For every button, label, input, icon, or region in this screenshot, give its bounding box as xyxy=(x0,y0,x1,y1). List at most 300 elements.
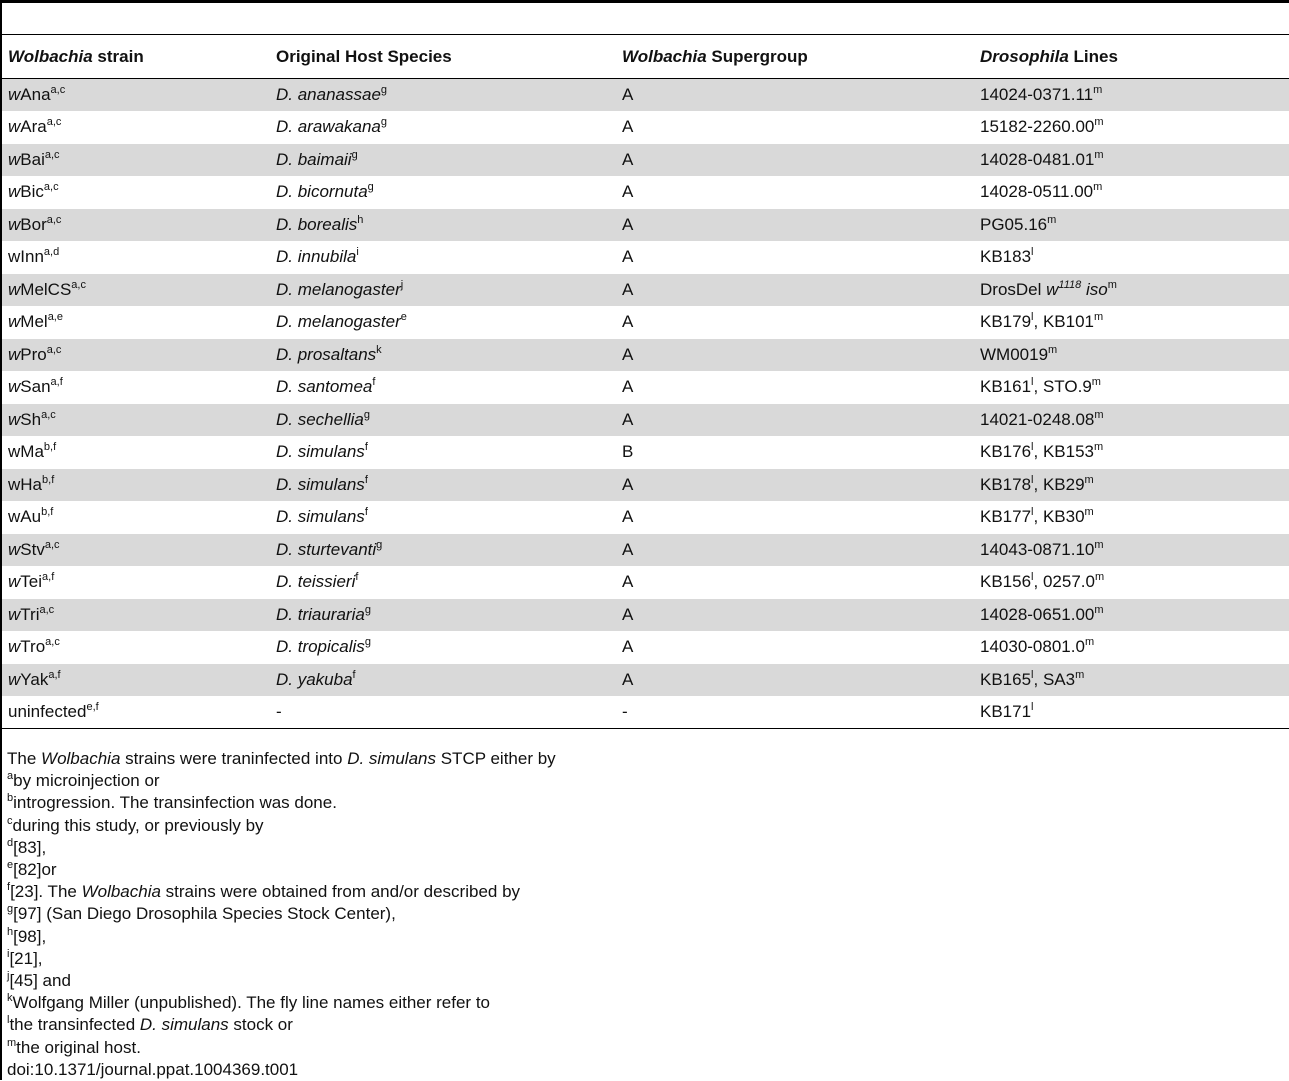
cell-supergroup: A xyxy=(616,599,974,632)
footnote-line xyxy=(7,859,556,881)
cell-host xyxy=(270,599,616,632)
cell-strain xyxy=(2,79,270,112)
footnote-line xyxy=(7,1037,556,1059)
cell-strain xyxy=(2,371,270,404)
table-row xyxy=(2,664,1289,697)
footnote-italic: Wolbachia xyxy=(41,749,121,768)
header-supergroup: Wolbachia Supergroup xyxy=(616,35,974,79)
line-footnote-ref: m xyxy=(1094,571,1105,584)
footnote-text: STCP either by xyxy=(436,749,556,768)
cell-strain xyxy=(2,534,270,567)
cell-strain xyxy=(2,631,270,664)
host-footnote-ref: g xyxy=(367,181,374,194)
cell-host xyxy=(270,534,616,567)
footnote-marker: l xyxy=(7,1014,10,1027)
cell-host xyxy=(270,664,616,697)
host-footnote-ref: g xyxy=(363,408,370,421)
strain-prefix: w xyxy=(8,214,21,234)
line-name: 15182-2260.00 xyxy=(980,117,1095,137)
host-species: D. baimaii xyxy=(276,149,352,169)
footnote-line xyxy=(7,1059,556,1081)
table-row xyxy=(2,534,1289,567)
table-row xyxy=(2,339,1289,372)
cell-strain xyxy=(2,209,270,242)
host-species: D. tropicalis xyxy=(276,637,365,657)
host-species: D. melanogaster xyxy=(276,279,401,299)
footnote-line xyxy=(7,748,556,770)
host-species: D. bicornuta xyxy=(276,182,368,202)
host-footnote-ref: g xyxy=(364,603,371,616)
strain-footnote-ref: a,c xyxy=(50,83,66,96)
table-row xyxy=(2,209,1289,242)
line-name: KB183 xyxy=(980,247,1032,267)
strain-footnote-ref: a,d xyxy=(43,246,60,259)
cell-lines: KB156$^l$, 0257.0$^m$ xyxy=(980,571,1105,592)
cell-host xyxy=(270,631,616,664)
strain-name: Sh xyxy=(20,409,42,429)
footnote-line xyxy=(7,970,556,992)
host-species: D. simulans xyxy=(276,442,365,462)
table-row xyxy=(2,274,1289,307)
strain-name: Bor xyxy=(20,214,47,234)
line-footnote-ref: m xyxy=(1084,473,1094,486)
footnote-text: [97] (San Diego Drosophila Species Stock Center), xyxy=(13,904,396,924)
line-name: 0257.0 xyxy=(1042,572,1095,592)
line-footnote-ref: m xyxy=(1048,343,1058,356)
cell-lines: KB161$^l$, STO.9$^m$ xyxy=(980,376,1101,397)
strain-prefix: w xyxy=(8,669,21,689)
line-name: 14030-0801.0 xyxy=(980,637,1085,657)
strain-prefix: w xyxy=(8,409,21,429)
host-species: D. innubila xyxy=(276,247,357,267)
strain-name: Pro xyxy=(20,344,47,364)
cell-strain xyxy=(2,176,270,209)
footnote-italic: D. simulans xyxy=(347,749,436,768)
host-species: D. ananassae xyxy=(276,84,381,104)
footnote-marker: h xyxy=(7,925,14,938)
line-name: KB179 xyxy=(980,312,1032,332)
cell-strain xyxy=(2,696,270,729)
host-footnote-ref: k xyxy=(376,343,382,356)
cell-host xyxy=(270,306,616,339)
table-row xyxy=(2,144,1289,177)
strain-footnote-ref: a,c xyxy=(46,343,62,356)
host-footnote-ref: j xyxy=(400,278,404,291)
table-row xyxy=(2,371,1289,404)
footnote-text: during this study, or previously by xyxy=(12,815,264,835)
strain-footnote-ref: a,e xyxy=(47,311,63,324)
footnote-marker: g xyxy=(7,903,14,916)
line-footnote-ref: l xyxy=(1031,701,1034,714)
strain-name: wHa xyxy=(8,474,43,494)
cell-host xyxy=(270,209,616,242)
footnote-marker: b xyxy=(7,792,14,805)
line-footnote-ref: m xyxy=(1084,506,1094,519)
footnote-text: The xyxy=(7,749,42,768)
cell-supergroup: A xyxy=(616,144,974,177)
cell-lines xyxy=(974,144,1289,177)
strain-footnote-ref: e,f xyxy=(86,701,99,714)
footnote-italic: Wolbachia xyxy=(81,882,161,902)
strain-name: uninfected xyxy=(8,702,87,722)
host-species: D. santomea xyxy=(276,377,373,397)
line-name: KB30 xyxy=(1042,507,1085,527)
footnote-line xyxy=(7,881,556,903)
line-name: KB171 xyxy=(980,702,1032,722)
table-row xyxy=(2,241,1289,274)
strain-name: wAu xyxy=(8,507,42,527)
cell-supergroup: A xyxy=(622,182,634,202)
line-footnote-ref: m xyxy=(1107,278,1117,291)
cell-lines: KB177$^l$, KB30$^m$ xyxy=(980,506,1094,527)
line-name: KB29 xyxy=(1042,474,1085,494)
host-species: D. sturtevanti xyxy=(276,539,377,559)
cell-host xyxy=(270,274,616,307)
line-iso: iso xyxy=(1081,279,1108,299)
cell-lines xyxy=(974,339,1289,372)
strain-prefix: w xyxy=(8,539,21,559)
footnote-text: the transinfected xyxy=(9,1015,140,1035)
footnote-line xyxy=(7,792,556,814)
cell-supergroup: A xyxy=(616,274,974,307)
cell-supergroup: A xyxy=(616,534,974,567)
cell-strain xyxy=(2,339,270,372)
footnote-text: stock or xyxy=(228,1015,293,1035)
cell-lines xyxy=(974,176,1289,209)
footnote-text: Wolfgang Miller (unpublished). The fly line names either refer to xyxy=(12,993,490,1013)
cell-lines xyxy=(974,274,1289,307)
cell-strain xyxy=(2,599,270,632)
table-body xyxy=(2,79,1289,729)
cell-supergroup: A xyxy=(616,404,974,437)
cell-supergroup: A xyxy=(622,572,634,592)
cell-supergroup: A xyxy=(622,507,634,527)
footnote-line xyxy=(7,992,556,1014)
footnote-text: [21], xyxy=(9,948,43,968)
top-rule xyxy=(0,0,1289,3)
footnote-marker: a xyxy=(7,770,14,783)
strain-footnote-ref: a,c xyxy=(41,408,56,421)
cell-lines xyxy=(974,696,1289,729)
line-footnote-ref: m xyxy=(1047,213,1057,226)
table-row xyxy=(2,696,1289,729)
table-row xyxy=(2,436,1289,469)
cell-host xyxy=(270,241,616,274)
line-footnote-ref: m xyxy=(1093,181,1103,194)
line-footnote-ref: m xyxy=(1094,408,1104,421)
cell-lines: KB176$^l$, KB153$^m$ xyxy=(980,441,1104,462)
strain-name: Bai xyxy=(20,149,45,169)
cell-host xyxy=(270,566,616,599)
header-lines: Drosophila Lines xyxy=(974,35,1289,79)
host-footnote-ref: f xyxy=(352,668,356,681)
strain-prefix: w xyxy=(8,84,21,104)
cell-host xyxy=(270,111,616,144)
line-allele: w xyxy=(1046,279,1059,299)
strain-footnote-ref: a,c xyxy=(71,278,86,291)
line-allele-number: 1118 xyxy=(1058,278,1082,291)
table-row xyxy=(2,469,1289,502)
line-name: STO.9 xyxy=(1042,377,1092,397)
footnote-text: the original host. xyxy=(16,1037,141,1057)
cell-strain xyxy=(2,404,270,437)
cell-strain xyxy=(2,111,270,144)
footnote-line xyxy=(7,948,556,970)
cell-host xyxy=(270,404,616,437)
host-species: D. yakuba xyxy=(276,669,353,689)
footnote-text: [83], xyxy=(13,837,47,857)
footnote-marker: i xyxy=(7,947,10,960)
strain-name: Tri xyxy=(20,604,40,624)
host-footnote-ref: f xyxy=(364,506,368,519)
line-footnote-ref: l xyxy=(1031,668,1034,681)
strain-prefix: w xyxy=(8,149,21,169)
line-name: KB153 xyxy=(1042,442,1094,462)
line-name: KB178 xyxy=(980,474,1032,494)
strain-name: Bic xyxy=(20,182,44,202)
table-row xyxy=(2,306,1289,339)
cell-strain xyxy=(2,469,270,502)
cell-supergroup: B xyxy=(622,442,634,462)
cell-supergroup: A xyxy=(622,312,634,332)
host-species: D. prosaltans xyxy=(276,344,377,364)
host-species: D. simulans xyxy=(276,474,365,494)
table-row xyxy=(2,599,1289,632)
host-species: D. melanogaster xyxy=(276,312,401,332)
strain-prefix: w xyxy=(8,117,21,137)
strain-name: MelCS xyxy=(20,279,72,299)
footnote-line xyxy=(7,903,556,925)
strain-name: San xyxy=(20,377,51,397)
strain-footnote-ref: a,c xyxy=(46,116,62,129)
line-name: 14021-0248.08 xyxy=(980,409,1095,429)
header-strain: Wolbachia strain xyxy=(2,35,270,79)
line-name: KB156 xyxy=(980,572,1032,592)
cell-lines xyxy=(974,534,1289,567)
cell-strain xyxy=(2,501,270,534)
footnote-marker: e xyxy=(7,859,14,872)
cell-lines xyxy=(974,111,1289,144)
strain-footnote-ref: a,c xyxy=(43,181,59,194)
cell-host xyxy=(270,176,616,209)
table-row xyxy=(2,111,1289,144)
line-footnote-ref: m xyxy=(1094,441,1104,454)
line-footnote-ref: m xyxy=(1075,668,1085,681)
cell-host xyxy=(270,469,616,502)
strain-name: Ara xyxy=(20,117,47,137)
host-footnote-ref: g xyxy=(364,636,371,649)
footnote-text: strains were obtained from and/or described by xyxy=(160,882,521,902)
table-footnotes xyxy=(7,748,556,1081)
cell-strain xyxy=(2,241,270,274)
strain-prefix: w xyxy=(8,572,21,592)
host-footnote-ref: i xyxy=(356,246,359,259)
cell-lines: KB165$^l$, SA3$^m$ xyxy=(974,664,1289,697)
strain-footnote-ref: b,f xyxy=(42,473,55,486)
host-species: D. triauraria xyxy=(276,604,365,624)
host-species: D. simulans xyxy=(276,507,365,527)
line-footnote-ref: m xyxy=(1094,148,1104,161)
cell-host xyxy=(270,696,616,729)
line-footnote-ref: m xyxy=(1091,376,1101,389)
line-name: KB161 xyxy=(980,377,1032,397)
cell-strain xyxy=(2,566,270,599)
strain-footnote-ref: a,f xyxy=(42,571,55,584)
strain-footnote-ref: a,c xyxy=(44,148,60,161)
strain-prefix: w xyxy=(8,604,21,624)
cell-lines xyxy=(974,209,1289,242)
strain-prefix: w xyxy=(8,637,21,657)
line-footnote-ref: l xyxy=(1031,376,1034,389)
host-footnote-ref: g xyxy=(351,148,358,161)
footnote-text: introgression. The transinfection was done. xyxy=(13,793,337,813)
footnote-text: strains were traninfected into xyxy=(120,749,348,768)
footnote-line xyxy=(7,815,556,837)
strain-prefix: w xyxy=(8,279,21,299)
footnote-text: by microinjection or xyxy=(13,771,160,791)
strain-table xyxy=(2,34,1289,729)
cell-lines xyxy=(974,404,1289,437)
cell-supergroup: A xyxy=(616,79,974,112)
strain-footnote-ref: a,c xyxy=(45,636,60,649)
host-species: D. arawakana xyxy=(276,117,381,137)
strain-name: Ana xyxy=(20,84,51,104)
table-row xyxy=(2,79,1289,112)
cell-host xyxy=(270,501,616,534)
line-footnote-ref: l xyxy=(1031,571,1034,584)
footnote-text: [82]or xyxy=(13,860,57,880)
host-species: - xyxy=(276,702,282,722)
strain-name: wMa xyxy=(8,442,44,462)
table-row xyxy=(2,631,1289,664)
line-name: KB176 xyxy=(980,442,1032,462)
host-footnote-ref: h xyxy=(357,213,364,226)
table-header-row xyxy=(2,35,1289,79)
strain-prefix: w xyxy=(8,312,21,332)
line-name: KB165 xyxy=(980,669,1032,689)
footnote-line xyxy=(7,926,556,948)
footnote-line xyxy=(7,1014,556,1036)
line-footnote-ref: m xyxy=(1094,603,1104,616)
cell-lines: KB178$^l$, KB29$^m$ xyxy=(974,469,1289,502)
strain-name: Tro xyxy=(20,637,46,657)
line-footnote-ref: m xyxy=(1093,83,1103,96)
footnote-italic: D. simulans xyxy=(139,1015,229,1035)
host-species: D. teissieri xyxy=(276,572,356,592)
cell-supergroup: A xyxy=(616,664,974,697)
footnote-marker: c xyxy=(7,814,13,827)
host-footnote-ref: g xyxy=(380,116,388,129)
strain-footnote-ref: a,f xyxy=(50,376,63,389)
line-name: 14043-0871.10 xyxy=(980,539,1095,559)
cell-lines xyxy=(974,631,1289,664)
footnote-text: [45] and xyxy=(9,971,71,991)
line-name: KB177 xyxy=(980,507,1032,527)
line-prefix: DrosDel xyxy=(980,279,1047,299)
cell-lines xyxy=(974,79,1289,112)
cell-supergroup: A xyxy=(616,209,974,242)
host-species: D. sechellia xyxy=(276,409,364,429)
cell-supergroup: A xyxy=(622,117,634,137)
cell-strain xyxy=(2,664,270,697)
header-host: Original Host Species xyxy=(270,35,616,79)
line-footnote-ref: l xyxy=(1031,246,1034,259)
line-footnote-ref: m xyxy=(1094,311,1104,324)
line-footnote-ref: l xyxy=(1031,441,1034,454)
strain-footnote-ref: a,c xyxy=(44,538,60,551)
cell-supergroup: A xyxy=(616,339,974,372)
line-name: 14028-0511.00 xyxy=(980,182,1094,202)
footnote-marker: f xyxy=(7,881,11,894)
footnote-text: doi:10.1371/journal.ppat.1004369.t001 xyxy=(7,1059,299,1079)
cell-strain xyxy=(2,306,270,339)
host-footnote-ref: g xyxy=(376,538,383,551)
strain-name: Tei xyxy=(20,572,43,592)
cell-host xyxy=(270,436,616,469)
line-footnote-ref: l xyxy=(1031,311,1034,324)
line-footnote-ref: l xyxy=(1031,506,1034,519)
line-name: KB101 xyxy=(1042,312,1094,332)
cell-supergroup: A xyxy=(616,469,974,502)
cell-lines xyxy=(974,241,1289,274)
cell-lines: KB179$^l$, KB101$^m$ xyxy=(980,311,1104,332)
strain-prefix: w xyxy=(8,182,21,202)
line-footnote-ref: m xyxy=(1084,636,1095,649)
footnote-marker: k xyxy=(7,992,13,1005)
strain-footnote-ref: a,f xyxy=(48,668,61,681)
strain-name: Stv xyxy=(20,539,45,559)
host-footnote-ref: f xyxy=(364,441,368,454)
cell-strain xyxy=(2,274,270,307)
footnote-text: [98], xyxy=(13,926,47,946)
cell-lines xyxy=(974,599,1289,632)
cell-host xyxy=(270,339,616,372)
cell-supergroup: A xyxy=(622,377,634,397)
strain-prefix: w xyxy=(8,344,21,364)
cell-host xyxy=(270,79,616,112)
host-species: D. borealis xyxy=(276,214,358,234)
line-name: 14028-0651.00 xyxy=(980,604,1095,624)
table-row xyxy=(2,404,1289,437)
strain-footnote-ref: a,c xyxy=(46,213,62,226)
strain-footnote-ref: b,f xyxy=(43,441,57,454)
strain-name: Mel xyxy=(20,312,48,332)
footnote-marker: j xyxy=(7,970,10,983)
cell-supergroup: - xyxy=(616,696,974,729)
cell-supergroup: A xyxy=(622,637,634,657)
cell-supergroup: A xyxy=(622,247,634,267)
strain-footnote-ref: b,f xyxy=(41,506,54,519)
footnote-line xyxy=(7,770,556,792)
host-footnote-ref: e xyxy=(400,311,407,324)
cell-host xyxy=(270,144,616,177)
host-footnote-ref: f xyxy=(372,376,376,389)
footnote-text: [23]. The xyxy=(10,882,82,902)
host-footnote-ref: g xyxy=(380,83,388,96)
strain-footnote-ref: a,c xyxy=(39,603,55,616)
strain-name: wInn xyxy=(8,247,44,267)
table-row xyxy=(2,501,1289,534)
host-footnote-ref: f xyxy=(355,571,359,584)
line-footnote-ref: l xyxy=(1031,473,1034,486)
cell-strain xyxy=(2,436,270,469)
strain-prefix: w xyxy=(8,377,21,397)
table-row xyxy=(2,176,1289,209)
line-name: PG05.16 xyxy=(980,214,1048,234)
line-name: 14028-0481.01 xyxy=(980,149,1095,169)
line-name: WM0019 xyxy=(980,344,1049,364)
table-row xyxy=(2,566,1289,599)
